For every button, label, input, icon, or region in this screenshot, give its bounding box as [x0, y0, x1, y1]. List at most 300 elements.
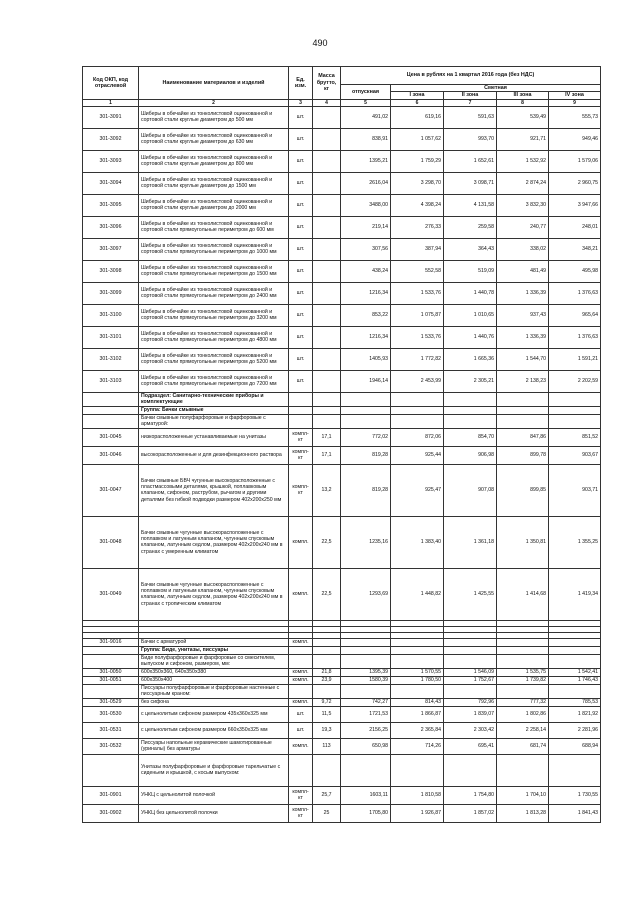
item-name: Шиберы в обечайке из тонколистовой оцинкованной и сортовой стали прямоугольные периметром до 1000 мм: [139, 238, 289, 260]
price-zone-3: 1 336,39: [497, 326, 549, 348]
item-unit: шт.: [289, 172, 313, 194]
item-code: 301-3093: [83, 150, 139, 172]
price-release: 742,27: [341, 698, 391, 706]
price-release: 1216,34: [341, 326, 391, 348]
price-zone-2: 854,70: [444, 428, 497, 446]
empty-cell: [313, 414, 341, 428]
price-zone-4: 2 202,59: [549, 370, 601, 392]
table-row: [83, 128, 601, 150]
header-zone-2: II зона: [444, 92, 497, 99]
empty-cell: [391, 654, 444, 668]
item-unit: шт.: [289, 106, 313, 128]
price-release: 1216,34: [341, 282, 391, 304]
price-zone-4: 495,98: [549, 260, 601, 282]
table-row: [83, 446, 601, 464]
header-release: отпускная: [341, 85, 391, 100]
table-row: [83, 786, 601, 804]
price-zone-2: 3 098,71: [444, 172, 497, 194]
table-row: [83, 684, 601, 698]
price-release: 1235,16: [341, 516, 391, 568]
col-number: 3: [289, 99, 313, 106]
price-zone-3: 1 532,92: [497, 150, 549, 172]
header-mass: Масса брутто, кг: [313, 67, 341, 100]
empty-cell: [497, 406, 549, 414]
table-row: [83, 216, 601, 238]
price-zone-2: 1 752,67: [444, 676, 497, 684]
price-zone-1: 552,58: [391, 260, 444, 282]
price-zone-1: 1 075,87: [391, 304, 444, 326]
item-mass: [313, 260, 341, 282]
item-name: с цельнолитым сифоном размером 435х360х325 мм: [139, 706, 289, 722]
item-unit: компл-кт: [289, 786, 313, 804]
item-mass: [313, 282, 341, 304]
price-release: 491,02: [341, 106, 391, 128]
item-unit: шт.: [289, 150, 313, 172]
item-code: 301-3098: [83, 260, 139, 282]
item-name: Шиберы в обечайке из тонколистовой оцинкованной и сортовой стали круглые диаметром до 630 мм: [139, 128, 289, 150]
price-release: 1603,11: [341, 786, 391, 804]
table-row: [83, 668, 601, 676]
table-row: [83, 238, 601, 260]
price-zone-4: 1 376,63: [549, 326, 601, 348]
price-release: 838,91: [341, 128, 391, 150]
price-zone-3: 1 704,10: [497, 786, 549, 804]
price-zone-1: 1 383,40: [391, 516, 444, 568]
price-zone-1: 619,16: [391, 106, 444, 128]
item-code: 301-0047: [83, 464, 139, 516]
item-name: Шиберы в обечайке из тонколистовой оцинкованной и сортовой стали прямоугольные периметром до 1500 мм: [139, 260, 289, 282]
item-unit: шт.: [289, 128, 313, 150]
price-zone-3: 681,74: [497, 738, 549, 754]
table-row: [83, 406, 601, 414]
table-row: [83, 428, 601, 446]
price-release: 1293,69: [341, 568, 391, 620]
empty-cell: [289, 654, 313, 668]
table-row: [83, 172, 601, 194]
price-zone-3: 921,71: [497, 128, 549, 150]
item-mass: [313, 128, 341, 150]
price-zone-2: 2 305,21: [444, 370, 497, 392]
empty-cell: [497, 754, 549, 786]
item-name: Шиберы в обечайке из тонколистовой оцинкованной и сортовой стали круглые диаметром до 2000 мм: [139, 194, 289, 216]
price-zone-4: [549, 638, 601, 646]
price-release: 772,02: [341, 428, 391, 446]
price-zone-2: 907,08: [444, 464, 497, 516]
price-zone-2: 1 361,18: [444, 516, 497, 568]
price-release: 2616,04: [341, 172, 391, 194]
price-zone-2: 1 546,09: [444, 668, 497, 676]
row-spacer-code: [83, 392, 139, 406]
price-zone-3: 1 414,68: [497, 568, 549, 620]
empty-cell: [444, 754, 497, 786]
table-row: [83, 464, 601, 516]
price-zone-2: 1 440,78: [444, 282, 497, 304]
price-zone-4: 965,64: [549, 304, 601, 326]
group-note: Писсуары полуфарфоровые и фарфоровые настенные с писсуарным краном:: [139, 684, 289, 698]
table-row: [83, 414, 601, 428]
item-mass: 25,7: [313, 786, 341, 804]
item-mass: 19,3: [313, 722, 341, 738]
price-zone-1: 1 570,55: [391, 668, 444, 676]
table-row: [83, 106, 601, 128]
item-mass: 23,9: [313, 676, 341, 684]
empty-cell: [444, 392, 497, 406]
item-unit: компл.: [289, 738, 313, 754]
price-zone-2: 591,63: [444, 106, 497, 128]
table-row: [83, 738, 601, 754]
empty-cell: [391, 392, 444, 406]
empty-cell: [444, 406, 497, 414]
price-zone-2: 1 652,61: [444, 150, 497, 172]
price-zone-4: 1 730,55: [549, 786, 601, 804]
price-zone-4: 1 376,63: [549, 282, 601, 304]
item-mass: [313, 348, 341, 370]
item-name: Шиберы в обечайке из тонколистовой оцинкованной и сортовой стали прямоугольные периметром до 4800 мм: [139, 326, 289, 348]
col-number: 5: [341, 99, 391, 106]
item-name: 600х350х360, 640х350х380: [139, 668, 289, 676]
item-mass: 17,1: [313, 446, 341, 464]
table-row: [83, 638, 601, 646]
item-unit: шт.: [289, 260, 313, 282]
price-zone-4: 903,71: [549, 464, 601, 516]
item-unit: шт.: [289, 706, 313, 722]
price-release: 2156,25: [341, 722, 391, 738]
item-name: Шиберы в обечайке из тонколистовой оцинкованной и сортовой стали круглые диаметром до 800 мм: [139, 150, 289, 172]
price-zone-3: 1 802,86: [497, 706, 549, 722]
empty-cell: [549, 406, 601, 414]
price-release: 438,24: [341, 260, 391, 282]
section-heading: Группа: Бачки смывные: [139, 406, 289, 414]
item-name: УНКЦ с цельнолитой полочкой: [139, 786, 289, 804]
price-release: 819,28: [341, 446, 391, 464]
row-spacer-code: [83, 646, 139, 654]
price-zone-3: 338,02: [497, 238, 549, 260]
price-zone-1: 387,94: [391, 238, 444, 260]
table-row: [83, 516, 601, 568]
empty-cell: [549, 654, 601, 668]
empty-cell: [313, 392, 341, 406]
price-release: 1705,80: [341, 804, 391, 822]
empty-cell: [549, 754, 601, 786]
empty-cell: [391, 684, 444, 698]
item-mass: 22,5: [313, 568, 341, 620]
table-row: [83, 282, 601, 304]
price-zone-3: 1 350,81: [497, 516, 549, 568]
empty-cell: [391, 406, 444, 414]
item-code: 301-0902: [83, 804, 139, 822]
table-row: [83, 194, 601, 216]
table-row: [83, 706, 601, 722]
price-zone-4: 785,53: [549, 698, 601, 706]
price-zone-2: 1 665,36: [444, 348, 497, 370]
price-zone-2: 1 010,65: [444, 304, 497, 326]
price-release: 1946,14: [341, 370, 391, 392]
item-mass: [313, 216, 341, 238]
price-zone-4: 851,52: [549, 428, 601, 446]
price-zone-2: 259,58: [444, 216, 497, 238]
item-mass: [313, 370, 341, 392]
price-zone-1: 1 759,29: [391, 150, 444, 172]
price-zone-3: 2 138,23: [497, 370, 549, 392]
item-code: 301-0531: [83, 722, 139, 738]
item-code: 301-0049: [83, 568, 139, 620]
item-name: Шиберы в обечайке из тонколистовой оцинкованной и сортовой стали прямоугольные периметром до 3200 мм: [139, 304, 289, 326]
table-row: [83, 304, 601, 326]
empty-cell: [313, 646, 341, 654]
empty-cell: [497, 684, 549, 698]
price-zone-4: 1 579,06: [549, 150, 601, 172]
item-unit: шт.: [289, 326, 313, 348]
col-number: 6: [391, 99, 444, 106]
item-code: 301-0045: [83, 428, 139, 446]
item-name: высокорасположенные и для дезинфекционного раствора: [139, 446, 289, 464]
price-zone-2: 695,41: [444, 738, 497, 754]
price-zone-1: 872,06: [391, 428, 444, 446]
table-row: [83, 348, 601, 370]
price-zone-1: 3 298,70: [391, 172, 444, 194]
header-code: Код ОКП, код отраслевой: [83, 67, 139, 100]
table-row: [83, 568, 601, 620]
item-mass: [313, 238, 341, 260]
item-name: Бачки с арматурой: [139, 638, 289, 646]
empty-cell: [313, 406, 341, 414]
price-zone-3: 1 535,75: [497, 668, 549, 676]
empty-cell: [341, 406, 391, 414]
price-zone-3: 3 832,30: [497, 194, 549, 216]
price-release: 819,28: [341, 464, 391, 516]
col-number: 1: [83, 99, 139, 106]
item-name: Писсуары напольные керамические шамотированные (уриналы) без арматуры: [139, 738, 289, 754]
price-release: 219,14: [341, 216, 391, 238]
item-name: УНКЦ без цельнолитой полочки: [139, 804, 289, 822]
item-code: 301-0529: [83, 698, 139, 706]
price-zone-1: 1 533,76: [391, 282, 444, 304]
table-row: [83, 676, 601, 684]
item-name: Бачки смывные чугунные высокорасположенные с поплавком и латунным клапаном, чугунным спусковым клапаном, латунным седлом, размером 402х200х240 мм в странах с умеренным климатом: [139, 516, 289, 568]
empty-cell: [391, 754, 444, 786]
col-number: 2: [139, 99, 289, 106]
price-zone-3: 1 813,28: [497, 804, 549, 822]
price-zone-1: 1 926,87: [391, 804, 444, 822]
empty-cell: [497, 414, 549, 428]
item-mass: 22,5: [313, 516, 341, 568]
price-zone-1: 925,47: [391, 464, 444, 516]
price-release: 1721,53: [341, 706, 391, 722]
price-zone-1: 1 533,76: [391, 326, 444, 348]
table-header: [83, 67, 601, 107]
item-code: 301-0050: [83, 668, 139, 676]
price-release: 3488,00: [341, 194, 391, 216]
item-unit: компл-кт: [289, 446, 313, 464]
empty-cell: [444, 646, 497, 654]
price-zone-3: 1 739,82: [497, 676, 549, 684]
price-zone-2: 519,09: [444, 260, 497, 282]
price-zone-1: 714,26: [391, 738, 444, 754]
price-zone-3: 2 874,24: [497, 172, 549, 194]
price-release: 853,22: [341, 304, 391, 326]
header-zone-1: I зона: [391, 92, 444, 99]
empty-cell: [549, 646, 601, 654]
empty-cell: [313, 754, 341, 786]
item-name: Бачки смывные чугунные высокорасположенные с поплавком и латунным клапаном, чугунным спусковым клапаном, латунным седлом, размером 402х200х240 мм в странах с тропическим климатом: [139, 568, 289, 620]
item-code: 301-3092: [83, 128, 139, 150]
col-number: 7: [444, 99, 497, 106]
price-zone-4: 688,94: [549, 738, 601, 754]
price-zone-2: 1 754,80: [444, 786, 497, 804]
price-zone-4: 949,46: [549, 128, 601, 150]
group-note: Бачки смывные полуфарфоровые и фарфоровые с арматурой:: [139, 414, 289, 428]
price-release: 1395,39: [341, 668, 391, 676]
price-zone-2: 792,96: [444, 698, 497, 706]
price-zone-3: 2 258,14: [497, 722, 549, 738]
price-zone-4: 1 841,43: [549, 804, 601, 822]
page-number: 490: [312, 38, 328, 48]
price-zone-4: 248,01: [549, 216, 601, 238]
item-code: 301-9016: [83, 638, 139, 646]
empty-cell: [444, 414, 497, 428]
header-smetnaya: Сметная: [391, 85, 601, 92]
item-code: 301-0048: [83, 516, 139, 568]
item-name: Шиберы в обечайке из тонколистовой оцинкованной и сортовой стали прямоугольные периметром до 5200 мм: [139, 348, 289, 370]
item-name: Бачки смывные БВЧ чугунные высокорасположенные с пластмассовыми деталями, крышкой, поплавковым клапаном, сифоном, раструбом, рычагом и другими деталями без гибкой подводки размером 402х200х250 мм: [139, 464, 289, 516]
empty-cell: [391, 414, 444, 428]
table-row: [83, 722, 601, 738]
price-zone-4: 3 947,66: [549, 194, 601, 216]
item-mass: 25: [313, 804, 341, 822]
price-release: 1580,39: [341, 676, 391, 684]
item-unit: компл.: [289, 698, 313, 706]
empty-cell: [341, 414, 391, 428]
price-table: [82, 66, 601, 823]
price-zone-1: 1 780,50: [391, 676, 444, 684]
price-zone-2: 364,43: [444, 238, 497, 260]
item-code: 301-3095: [83, 194, 139, 216]
item-name: Шиберы в обечайке из тонколистовой оцинкованной и сортовой стали круглые диаметром до 1500 мм: [139, 172, 289, 194]
empty-cell: [444, 654, 497, 668]
price-zone-3: 937,43: [497, 304, 549, 326]
item-mass: [313, 638, 341, 646]
price-zone-1: 814,43: [391, 698, 444, 706]
price-zone-4: 2 960,75: [549, 172, 601, 194]
item-name: Шиберы в обечайке из тонколистовой оцинкованной и сортовой стали прямоугольные периметром до 600 мм: [139, 216, 289, 238]
item-mass: [313, 194, 341, 216]
item-code: 301-0532: [83, 738, 139, 754]
price-zone-3: 899,85: [497, 464, 549, 516]
item-code: 301-3091: [83, 106, 139, 128]
price-zone-1: 276,33: [391, 216, 444, 238]
item-mass: 17,1: [313, 428, 341, 446]
item-name: низкорасположенные устанавливаемые на унитазы: [139, 428, 289, 446]
item-name: 600х350х400: [139, 676, 289, 684]
item-mass: 9,72: [313, 698, 341, 706]
item-unit: компл.: [289, 516, 313, 568]
item-code: 301-3103: [83, 370, 139, 392]
price-zone-4: 1 746,43: [549, 676, 601, 684]
price-zone-2: 993,70: [444, 128, 497, 150]
price-zone-1: 1 772,82: [391, 348, 444, 370]
row-spacer-code: [83, 414, 139, 428]
item-name: Шиберы в обечайке из тонколистовой оцинкованной и сортовой стали прямоугольные периметром до 7200 мм: [139, 370, 289, 392]
item-mass: [313, 106, 341, 128]
empty-cell: [289, 684, 313, 698]
price-zone-2: 4 131,58: [444, 194, 497, 216]
item-name: с цельнолитым сифоном размером 660х350х325 мм: [139, 722, 289, 738]
empty-cell: [289, 646, 313, 654]
item-code: 301-0901: [83, 786, 139, 804]
price-zone-4: 903,67: [549, 446, 601, 464]
price-zone-4: 348,21: [549, 238, 601, 260]
header-unit: Ед. изм.: [289, 67, 313, 100]
item-code: 301-3094: [83, 172, 139, 194]
item-code: 301-3096: [83, 216, 139, 238]
item-mass: 113: [313, 738, 341, 754]
empty-cell: [497, 646, 549, 654]
item-unit: компл-кт: [289, 804, 313, 822]
item-mass: 21,8: [313, 668, 341, 676]
price-zone-2: 1 857,02: [444, 804, 497, 822]
header-price-group: Цена в рублях на 1 квартал 2016 года (без НДС): [341, 67, 601, 85]
item-code: 301-0051: [83, 676, 139, 684]
price-release: 1395,21: [341, 150, 391, 172]
section-heading: Группа: Биде, унитазы, писсуары: [139, 646, 289, 654]
price-zone-3: 539,49: [497, 106, 549, 128]
row-spacer-code: [83, 654, 139, 668]
header-zone-3: III зона: [497, 92, 549, 99]
item-mass: 13,2: [313, 464, 341, 516]
price-zone-4: 2 281,96: [549, 722, 601, 738]
price-zone-3: 777,32: [497, 698, 549, 706]
empty-cell: [391, 646, 444, 654]
price-zone-4: 1 542,41: [549, 668, 601, 676]
price-release: 307,56: [341, 238, 391, 260]
price-zone-4: 1 821,92: [549, 706, 601, 722]
price-zone-1: 925,44: [391, 446, 444, 464]
empty-cell: [341, 654, 391, 668]
row-spacer-code: [83, 754, 139, 786]
item-unit: шт.: [289, 282, 313, 304]
empty-cell: [549, 414, 601, 428]
table-row: [83, 754, 601, 786]
item-unit: компл.: [289, 676, 313, 684]
price-zone-1: 4 398,24: [391, 194, 444, 216]
item-unit: шт.: [289, 370, 313, 392]
price-zone-4: 1 355,25: [549, 516, 601, 568]
column-numbers-row: [83, 99, 601, 106]
item-code: 301-3097: [83, 238, 139, 260]
empty-cell: [289, 754, 313, 786]
price-zone-3: 899,78: [497, 446, 549, 464]
item-unit: шт.: [289, 304, 313, 326]
section-heading: Подраздел: Санитарно-технические приборы и комплектующие: [139, 392, 289, 406]
table-row: [83, 260, 601, 282]
price-zone-1: 2 365,84: [391, 722, 444, 738]
empty-cell: [289, 392, 313, 406]
item-unit: шт.: [289, 722, 313, 738]
price-zone-1: 1 866,87: [391, 706, 444, 722]
group-note: Унитазы полуфарфоровые и фарфоровые тарельчатые с сиденьем и крышкой, с косым выпуском:: [139, 754, 289, 786]
price-zone-2: 1 440,76: [444, 326, 497, 348]
table-row: [83, 698, 601, 706]
price-zone-2: 2 303,42: [444, 722, 497, 738]
price-zone-3: [497, 638, 549, 646]
item-mass: [313, 304, 341, 326]
table-body: [83, 106, 601, 822]
price-release: [341, 638, 391, 646]
item-code: 301-3099: [83, 282, 139, 304]
item-code: 301-0530: [83, 706, 139, 722]
empty-cell: [549, 392, 601, 406]
empty-cell: [444, 684, 497, 698]
